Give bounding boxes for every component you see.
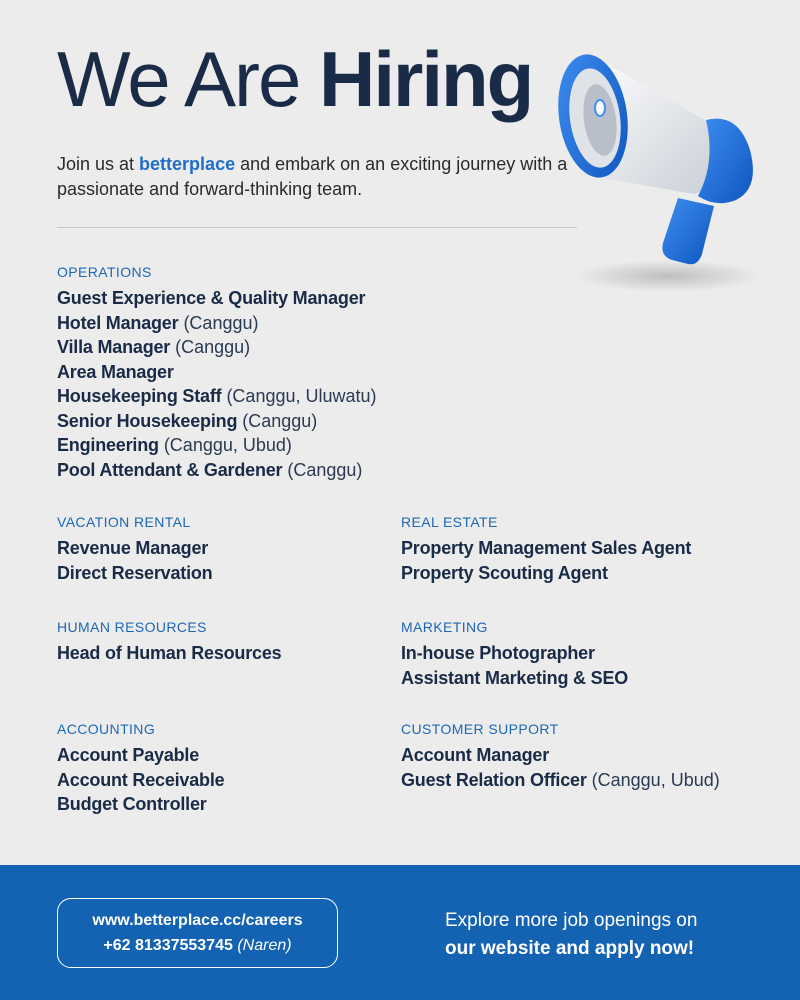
job-list [57,743,224,817]
job-item [57,561,212,586]
job-item [401,743,720,768]
job-title: Housekeeping Staff [57,386,222,406]
section-human-resources [57,618,281,666]
contact-box [57,898,338,968]
job-item [57,792,224,817]
section-title: ACCOUNTING [57,721,156,737]
job-location: (Canggu) [178,312,259,333]
cta-line-2: our website and apply now! [445,938,695,959]
job-item [57,536,212,561]
page-title [57,35,533,123]
job-location: (Canggu, Ubud) [158,435,292,455]
intro-before: Join us at [57,154,140,174]
job-list [401,536,691,585]
brand-name: betterplace [139,154,236,174]
job-list [401,743,720,792]
section-accounting [57,720,224,817]
job-title: Engineering [57,435,159,455]
phone-line [58,933,337,958]
job-title: Senior Housekeeping [57,410,238,431]
contact-name: (Naren) [237,937,292,954]
job-title: Property Scouting Agent [401,562,608,583]
cta-line-1: Explore more job openings on [445,910,698,931]
job-title: Pool Attendant & Gardener [57,459,283,480]
job-item [57,641,281,666]
section-title: VACATION RENTAL [57,514,191,530]
job-location: (Canggu, Uluwatu) [221,386,377,406]
footer [0,865,800,1000]
job-item [57,311,377,336]
job-title: Guest Relation Officer [401,769,587,790]
job-item [57,768,224,793]
job-title: Assistant Marketing & SEO [401,667,629,688]
job-location: (Canggu) [282,459,363,480]
megaphone-icon [548,38,768,300]
job-title: Head of Human Resources [57,643,282,663]
job-title: Direct Reservation [57,562,213,583]
job-item [401,536,691,561]
job-item [57,286,377,311]
section-marketing [401,618,628,690]
job-location: (Canggu, Ubud) [586,769,720,790]
section-title: HUMAN RESOURCES [57,619,207,635]
divider [57,227,577,228]
job-item [401,768,720,793]
job-item [57,409,377,434]
website-link[interactable]: www.betterplace.cc/careers [92,912,303,929]
intro-after: and embark on an exciting journey with a passionate and forward-thinking team. [57,154,568,199]
job-title: Property Management Sales Agent [401,538,692,558]
job-item [57,384,377,409]
job-list [57,641,281,666]
section-title: REAL ESTATE [401,514,498,530]
section-title: OPERATIONS [57,264,152,280]
job-title: Account Manager [401,745,550,765]
job-item [401,561,691,586]
job-title: Area Manager [57,361,174,382]
cta-text [445,907,697,963]
job-title: Account Receivable [57,769,225,790]
job-item [401,666,628,691]
job-list [57,286,377,482]
job-item [57,458,377,483]
job-title: Hotel Manager [57,312,179,333]
phone-number[interactable]: +62 81337553745 [103,937,233,954]
job-title: Revenue Manager [57,538,209,558]
job-item [57,335,377,360]
job-item [57,360,377,385]
job-list [57,536,212,585]
section-title: CUSTOMER SUPPORT [401,721,559,737]
intro-text [57,152,577,202]
job-location: (Canggu) [170,337,251,357]
job-title: Account Payable [57,745,200,765]
job-list [401,641,628,690]
job-location: (Canggu) [237,410,318,431]
title-bold: Hiring [319,35,533,123]
job-item [401,641,628,666]
section-real-estate [401,513,691,585]
job-title: Budget Controller [57,794,207,814]
section-title: MARKETING [401,619,488,635]
job-title: In-house Photographer [401,643,595,663]
title-light: We Are [57,35,320,123]
job-title: Guest Experience & Quality Manager [57,288,366,308]
job-title: Villa Manager [57,337,171,357]
section-vacation-rental [57,513,212,585]
section-customer-support [401,720,720,792]
job-item [57,743,224,768]
section-operations [57,263,377,482]
job-item [57,433,377,458]
